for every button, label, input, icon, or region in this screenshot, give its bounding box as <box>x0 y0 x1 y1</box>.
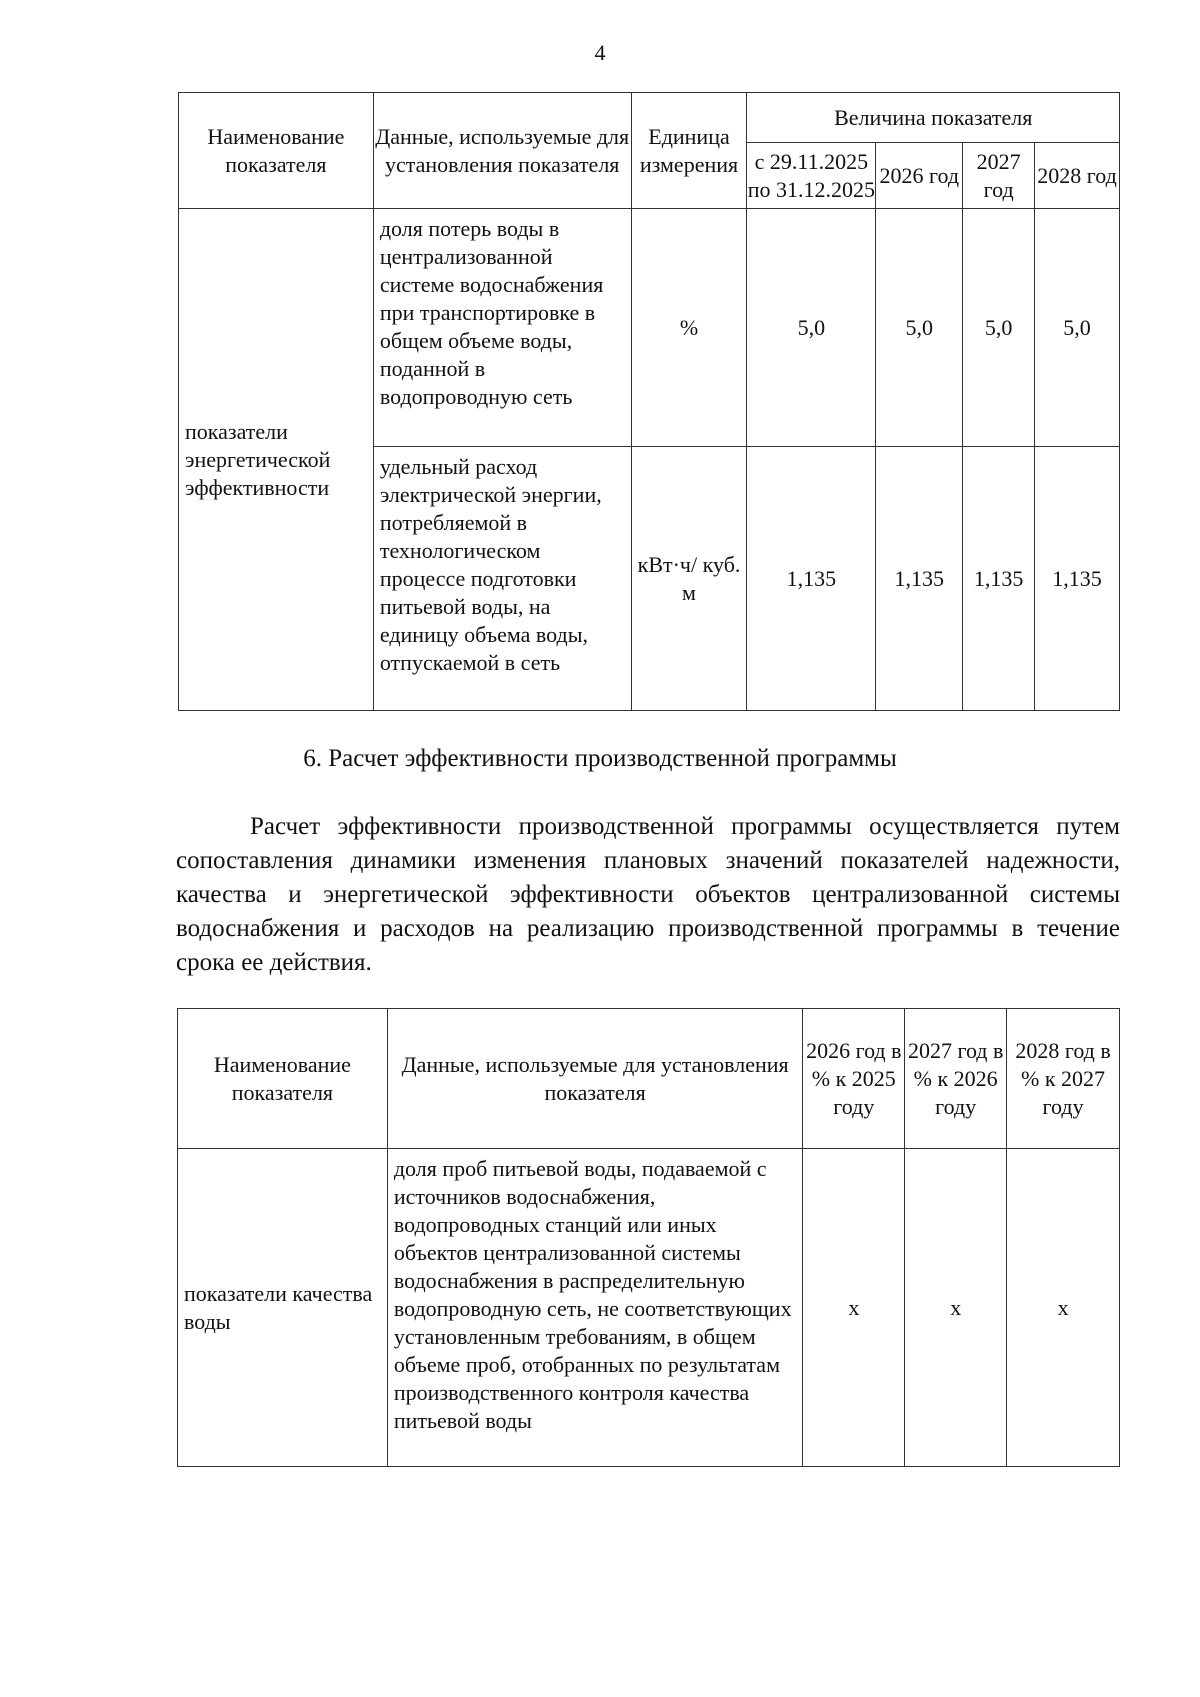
body-paragraph: Расчет эффективности производственной программы осуществляется путем сопоставления динамики изменения плановых значений показателей надежности, качества и энергетической эффективности объектов централизованной системы водоснабжения и расходов на реализацию производственной программы в течение срока ее действия. <box>176 813 1120 976</box>
row-unit: % <box>631 209 747 447</box>
row-unit: кВт·ч/ куб. м <box>631 447 747 711</box>
table-header-row <box>179 93 1120 143</box>
header-year-2026: 2026 год <box>876 143 963 209</box>
row-value: 5,0 <box>876 209 963 447</box>
header-data: Данные, используемые для установления показателя <box>387 1009 803 1149</box>
header-year-2027: 2027 год <box>963 143 1035 209</box>
group-name: показатели энергетической эффективности <box>179 209 374 711</box>
header-value-group: Величина показателя <box>747 93 1120 143</box>
row-value: 1,135 <box>747 447 876 711</box>
row-value: 1,135 <box>876 447 963 711</box>
row-value: 5,0 <box>1035 209 1120 447</box>
row-data: доля потерь воды в централизованной системе водоснабжения при транспортировке в общем объеме воды, поданной в водопроводную сеть <box>373 209 631 447</box>
efficiency-calculation-table <box>177 1008 1120 1467</box>
header-2027-vs-2026: 2027 год в % к 2026 году <box>905 1009 1007 1149</box>
header-2028-vs-2027: 2028 год в % к 2027 году <box>1007 1009 1120 1149</box>
efficiency-indicators-table <box>178 92 1120 711</box>
header-name: Наименование показателя <box>179 93 374 209</box>
row-data: удельный расход электрической энергии, потребляемой в технологическом процессе подготовки питьевой воды, на единицу объема воды, отпускаемой в сеть <box>373 447 631 711</box>
table-row <box>178 1149 1120 1467</box>
page-number: 4 <box>594 40 606 65</box>
row-value: 1,135 <box>963 447 1035 711</box>
row-value: х <box>1007 1149 1120 1467</box>
row-data: доля проб питьевой воды, подаваемой с источников водоснабжения, водопроводных станций или иных объектов централизованной системы водоснабжения в распределительную водопроводную сеть, не соответствующих установленным требованиям, в общем объеме проб, отобранных по результатам производственного контроля качества питьевой воды <box>387 1149 803 1467</box>
section-heading: 6. Расчет эффективности производственной программы <box>303 745 897 772</box>
header-data: Данные, используемые для установления показателя <box>373 93 631 209</box>
header-unit: Единица измерения <box>631 93 747 209</box>
row-value: 5,0 <box>747 209 876 447</box>
row-name: показатели качества воды <box>178 1149 388 1467</box>
row-value: 5,0 <box>963 209 1035 447</box>
header-period: с 29.11.2025 по 31.12.2025 <box>747 143 876 209</box>
header-2026-vs-2025: 2026 год в % к 2025 году <box>803 1009 905 1149</box>
table-row <box>179 209 1120 447</box>
header-name: Наименование показателя <box>178 1009 388 1149</box>
row-value: х <box>803 1149 905 1467</box>
row-value: 1,135 <box>1035 447 1120 711</box>
table-header-row <box>178 1009 1120 1149</box>
row-value: х <box>905 1149 1007 1467</box>
header-year-2028: 2028 год <box>1035 143 1120 209</box>
